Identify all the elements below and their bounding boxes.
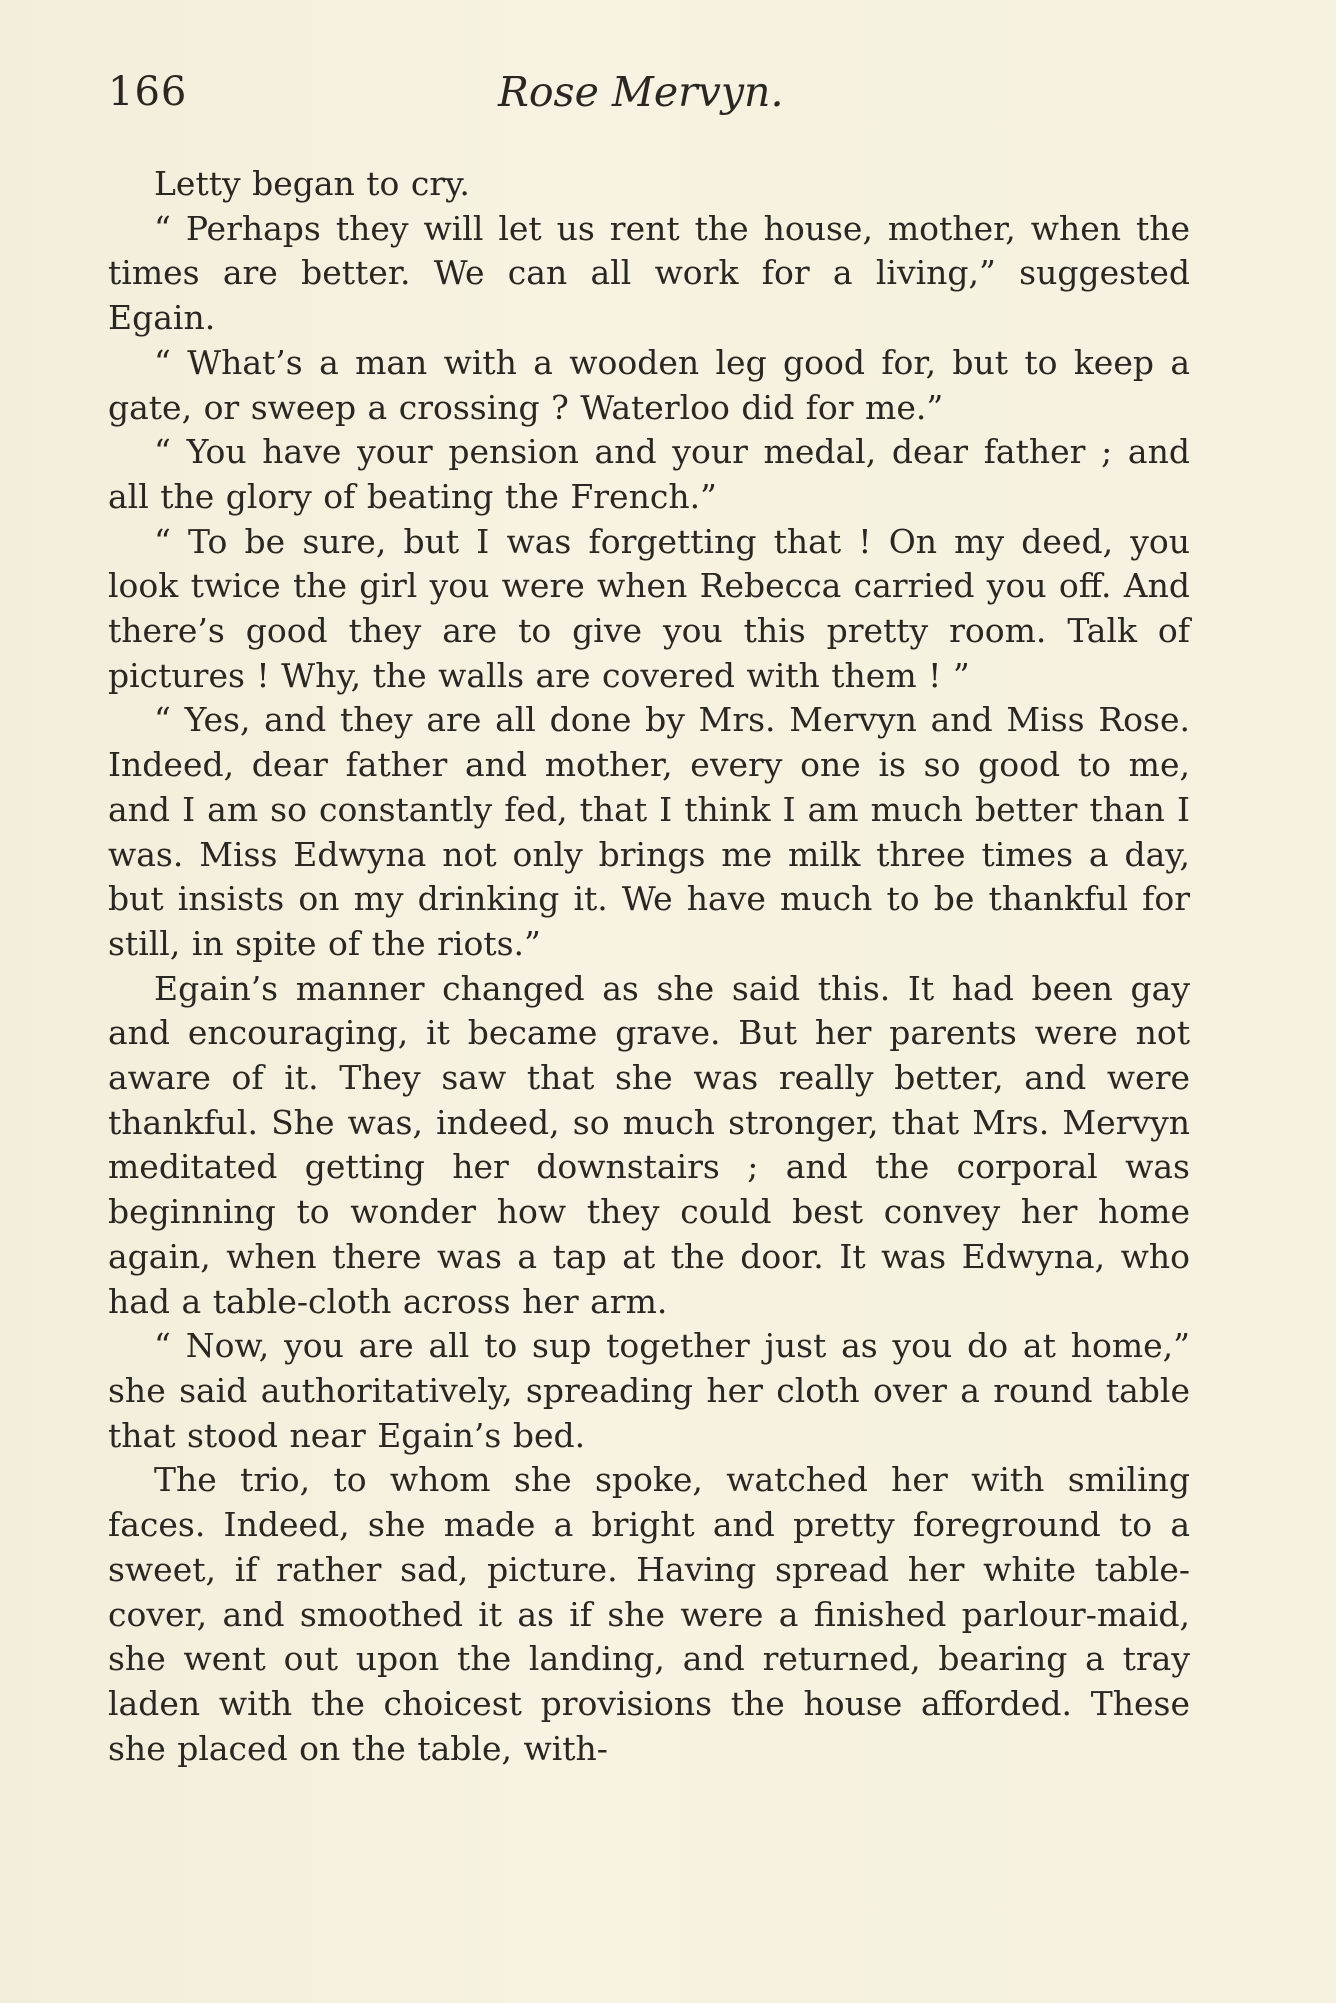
- running-title: Rose Mervyn.: [498, 68, 784, 116]
- paragraph-6: “ Yes, and they are all done by Mrs. Mervyn and Miss Rose. Indeed, dear father and mother, every one is so good to me, and I am so constantly fed, that I think I am much better than I was. Miss Edwyna not only brings me milk three times a day, but insists on my drinking it. We have much to be thankful for still, in spite of the riots.”: [108, 700, 1190, 963]
- paragraph-9: The trio, to whom she spoke, watched her with smiling faces. Indeed, she made a bright and pretty foreground to a sweet, if rather sad, picture. Having spread her white table-cover, and smoothed it as if she were a finished parlour-maid, she went out upon the landing, and returned, bearing a tray laden with the choicest provisions the house afforded. These she placed on the table, with-: [108, 1460, 1190, 1768]
- body-text: [108, 162, 1190, 1771]
- paragraph-7: Egain’s manner changed as she said this. It had been gay and encouraging, it became grave. But her parents were not aware of it. They saw that she was really better, and were thankful. She was, indeed, so much stronger, that Mrs. Mervyn meditated getting her downstairs ; and the corporal was beginning to wonder how they could best convey her home again, when there was a tap at the door. It was Edwyna, who had a table-cloth across her arm.: [108, 968, 1190, 1321]
- paragraph-2: “ Perhaps they will let us rent the house, mother, when the times are better. We can all work for a living,” suggested Egain.: [108, 208, 1190, 338]
- page-number: 166: [108, 69, 188, 115]
- paragraph-1: Letty began to cry.: [154, 164, 470, 203]
- paragraph-5: “ To be sure, but I was forgetting that ! On my deed, you look twice the girl you were when Rebecca carried you off. And there’s good they are to give you this pretty room. Talk of pictures ! Why, the walls are covered with them ! ”: [108, 521, 1190, 695]
- paragraph-4: “ You have your pension and your medal, dear father ; and all the glory of beating the French.”: [108, 432, 1190, 516]
- running-head: [108, 62, 1190, 122]
- paragraph-8: “ Now, you are all to sup together just as you do at home,” she said authoritatively, spreading her cloth over a round table that stood near Egain’s bed.: [108, 1326, 1190, 1455]
- paragraph-3: “ What’s a man with a wooden leg good for, but to keep a gate, or sweep a crossing ? Waterloo did for me.”: [108, 342, 1190, 427]
